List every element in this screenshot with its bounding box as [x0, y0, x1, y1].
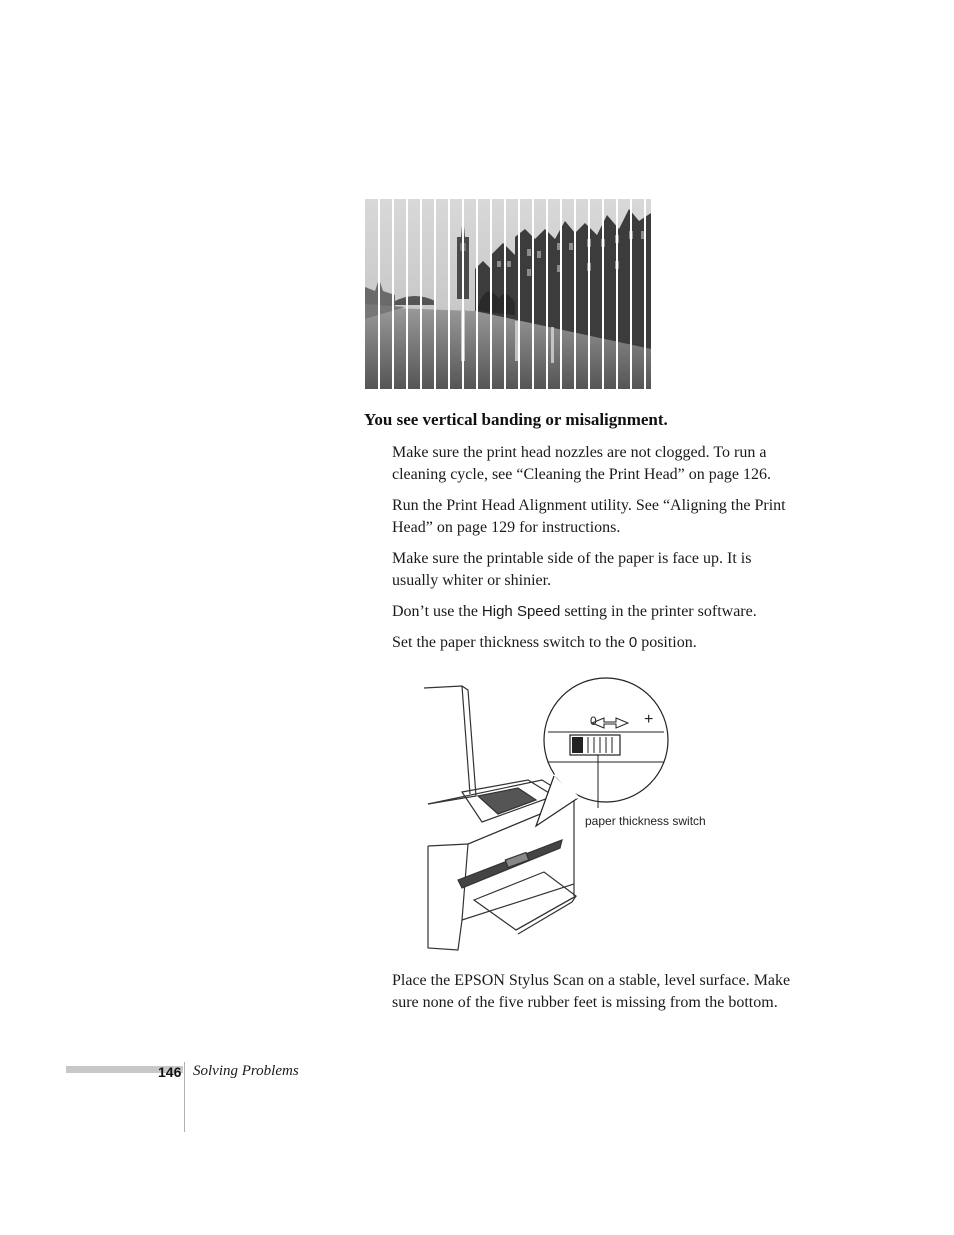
section-heading: You see vertical banding or misalignment.: [364, 410, 668, 429]
paragraph-clean-nozzles: Make sure the print head nozzles are not clogged. To run a cleaning cycle, see “Cleaning the Print Head” on page 126.: [392, 444, 771, 483]
switch-plus-mark: +: [644, 711, 654, 728]
vertical-banding-example-photo: [365, 199, 651, 389]
high-speed-setting-name: High Speed: [481, 603, 561, 620]
footer-divider: [184, 1062, 185, 1132]
switch-zero-mark: 0: [590, 714, 597, 728]
section-title: Solving Problems: [193, 1063, 299, 1079]
paragraph-text: setting in the printer software.: [560, 603, 757, 620]
paragraph-thickness-switch: [392, 632, 792, 654]
paragraph-text: Don’t use the: [392, 603, 482, 620]
paragraph-alignment-utility: Run the Print Head Alignment utility. See “Aligning the Print Head” on page 129 for instructions.: [392, 497, 786, 536]
paragraph-text: Set the paper thickness switch to the: [392, 634, 629, 651]
page-number: 146: [158, 1064, 182, 1080]
paragraph-high-speed: [392, 601, 792, 623]
paragraph-printable-side: Make sure the printable side of the paper is face up. It is usually whiter or shinier.: [392, 550, 752, 589]
switch-position-value: 0: [628, 634, 638, 651]
paragraph-level-surface: Place the EPSON Stylus Scan on a stable, level surface. Make sure none of the five rubber feet is missing from the bottom.: [392, 972, 791, 1011]
paragraph-text: position.: [637, 634, 697, 651]
paper-thickness-switch-label: paper thickness switch: [585, 814, 706, 828]
